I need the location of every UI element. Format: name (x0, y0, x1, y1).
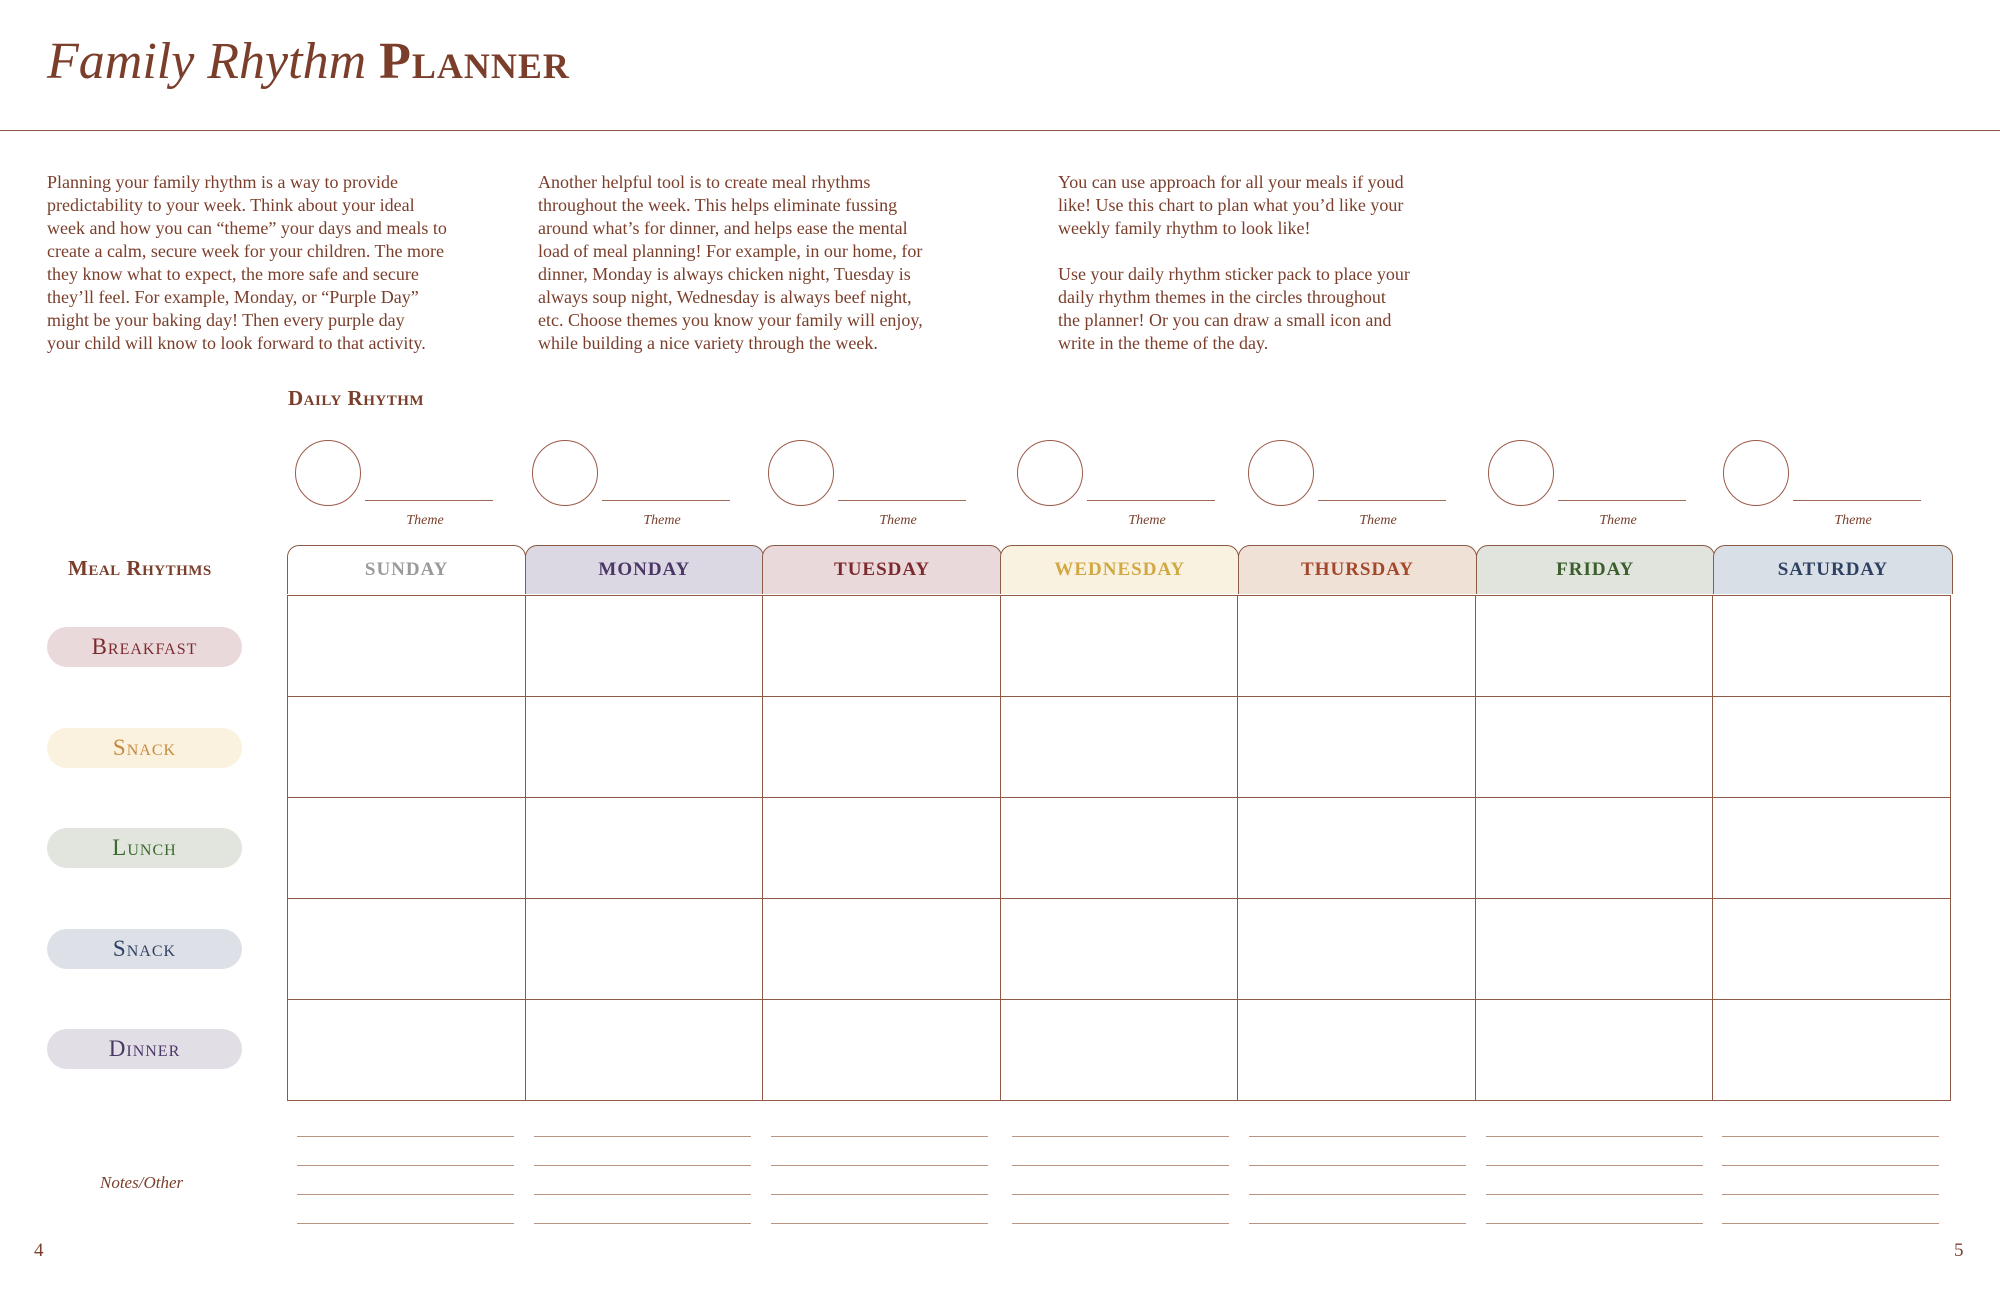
theme-caption: Theme (879, 513, 917, 528)
notes-line[interactable] (1486, 1136, 1703, 1137)
notes-label: Notes/Other (100, 1173, 184, 1192)
day-header-wednesday: WEDNESDAY (1000, 545, 1239, 594)
theme-slot-6[interactable] (1488, 440, 1708, 530)
planner-cell[interactable] (288, 596, 526, 697)
notes-line[interactable] (1722, 1223, 1939, 1224)
notes-column-7[interactable] (1722, 1136, 1939, 1252)
intro-paragraph-1: Planning your family rhythm is a way to provide predictability to your week. Think about your ideal week and how you can “theme” your days and meals to create a calm, secure week for your children. The more they know what to expect, the more safe and secure they’ll feel. For example, Monday, or “Purple Day” might be your baking day! Then every purple day your child will know to look forward to that activity. (47, 172, 447, 353)
page-number-right: 5 (1954, 1240, 1964, 1261)
notes-line[interactable] (1012, 1165, 1229, 1166)
theme-caption: Theme (1128, 513, 1166, 528)
meal-label-breakfast: Breakfast (47, 627, 242, 667)
theme-write-line[interactable] (1558, 500, 1686, 501)
planner-cell[interactable] (1713, 899, 1951, 1000)
theme-caption: Theme (1834, 513, 1872, 528)
daily-rhythm-label: Daily Rhythm (288, 386, 425, 410)
notes-line[interactable] (1722, 1194, 1939, 1195)
intro-paragraph-3: You can use approach for all your meals if youd like! Use this chart to plan what you’d like your weekly family rhythm to look like! Use your daily rhythm sticker pack to place your daily rhythm themes in the circles throughout the planner! Or you can draw a small icon and write in the theme of the day. (1058, 172, 1410, 353)
day-header-monday: MONDAY (525, 545, 764, 594)
theme-slot-4[interactable] (1017, 440, 1237, 530)
notes-line[interactable] (771, 1165, 988, 1166)
day-header-friday: FRIDAY (1476, 545, 1715, 594)
page-title (47, 32, 570, 91)
notes-line[interactable] (1249, 1165, 1466, 1166)
day-header-sunday: SUNDAY (287, 545, 526, 594)
planner-cell[interactable] (1713, 798, 1951, 899)
notes-line[interactable] (1722, 1136, 1939, 1137)
notes-line[interactable] (1486, 1194, 1703, 1195)
notes-column-4[interactable] (1012, 1136, 1229, 1252)
day-header-saturday: SATURDAY (1713, 545, 1952, 594)
theme-circle[interactable] (1248, 440, 1314, 506)
theme-write-line[interactable] (1793, 500, 1921, 501)
notes-column-5[interactable] (1249, 1136, 1466, 1252)
notes-column-1[interactable] (297, 1136, 514, 1252)
notes-line[interactable] (1249, 1136, 1466, 1137)
notes-line[interactable] (534, 1165, 751, 1166)
planner-cell[interactable] (1001, 899, 1239, 1000)
planner-cell[interactable] (288, 899, 526, 1000)
day-headers (287, 545, 1951, 595)
planner-cells (287, 595, 1951, 1101)
notes-line[interactable] (534, 1136, 751, 1137)
planner-cell[interactable] (526, 697, 764, 798)
notes-column-6[interactable] (1486, 1136, 1703, 1252)
planner-cell[interactable] (1713, 697, 1951, 798)
theme-write-line[interactable] (365, 500, 493, 501)
planner-cell[interactable] (526, 596, 764, 697)
planner-cell[interactable] (1001, 596, 1239, 697)
day-header-tuesday: TUESDAY (762, 545, 1001, 594)
planner-cell[interactable] (1238, 798, 1476, 899)
notes-line[interactable] (1722, 1165, 1939, 1166)
theme-circle[interactable] (295, 440, 361, 506)
planner-cell[interactable] (1476, 596, 1714, 697)
notes-line[interactable] (1249, 1223, 1466, 1224)
planner-cell[interactable] (288, 798, 526, 899)
notes-line[interactable] (297, 1194, 514, 1195)
theme-circle[interactable] (768, 440, 834, 506)
meal-label-snack: Snack (47, 929, 242, 969)
planner-cell[interactable] (526, 1000, 764, 1101)
planner-cell[interactable] (1001, 1000, 1239, 1101)
theme-caption: Theme (1599, 513, 1637, 528)
planner-cell[interactable] (1476, 798, 1714, 899)
meal-planner-grid (287, 545, 1951, 1101)
planner-cell[interactable] (1238, 899, 1476, 1000)
planner-cell[interactable] (1238, 697, 1476, 798)
planner-cell[interactable] (1476, 697, 1714, 798)
notes-line[interactable] (771, 1194, 988, 1195)
notes-column-3[interactable] (771, 1136, 988, 1252)
planner-cell[interactable] (763, 899, 1001, 1000)
intro-paragraph-2: Another helpful tool is to create meal rhythms throughout the week. This helps eliminate fussing around what’s for dinner, and helps ease the mental load of meal planning! For example, in our home, for dinner, Monday is always chicken night, Tuesday is always soup night, Wednesday is always beef night, etc. Choose themes you know your family will enjoy, while building a nice variety through the week. (538, 172, 923, 353)
notes-line[interactable] (1486, 1165, 1703, 1166)
theme-write-line[interactable] (1318, 500, 1446, 501)
theme-caption: Theme (643, 513, 681, 528)
planner-cell[interactable] (763, 697, 1001, 798)
meal-label-lunch: Lunch (47, 828, 242, 868)
page-number-left: 4 (34, 1240, 44, 1261)
theme-caption: Theme (406, 513, 444, 528)
theme-write-line[interactable] (838, 500, 966, 501)
notes-line[interactable] (297, 1223, 514, 1224)
theme-write-line[interactable] (1087, 500, 1215, 501)
planner-cell[interactable] (763, 596, 1001, 697)
theme-caption: Theme (1359, 513, 1397, 528)
theme-write-line[interactable] (602, 500, 730, 501)
theme-circle[interactable] (1488, 440, 1554, 506)
meal-label-snack: Snack (47, 728, 242, 768)
header-divider (0, 130, 2000, 131)
theme-slot-3[interactable] (768, 440, 988, 530)
meal-rhythms-label: Meal Rhythms (68, 556, 212, 580)
theme-circle[interactable] (532, 440, 598, 506)
theme-slot-7[interactable] (1723, 440, 1943, 530)
notes-line[interactable] (1012, 1223, 1229, 1224)
planner-cell[interactable] (1476, 899, 1714, 1000)
notes-line[interactable] (1012, 1136, 1229, 1137)
theme-circle[interactable] (1723, 440, 1789, 506)
planner-cell[interactable] (1001, 798, 1239, 899)
notes-line[interactable] (771, 1223, 988, 1224)
planner-cell[interactable] (1713, 596, 1951, 697)
planner-cell[interactable] (1476, 1000, 1714, 1101)
planner-cell[interactable] (526, 798, 764, 899)
planner-cell[interactable] (1238, 1000, 1476, 1101)
notes-line[interactable] (534, 1223, 751, 1224)
theme-slot-1[interactable] (295, 440, 515, 530)
theme-slot-5[interactable] (1248, 440, 1468, 530)
planner-cell[interactable] (763, 1000, 1001, 1101)
day-header-thursday: THURSDAY (1238, 545, 1477, 594)
meal-label-dinner: Dinner (47, 1029, 242, 1069)
planner-cell[interactable] (288, 697, 526, 798)
title-script: Family Rhythm (47, 33, 367, 90)
notes-line[interactable] (297, 1136, 514, 1137)
notes-line[interactable] (534, 1194, 751, 1195)
theme-slot-2[interactable] (532, 440, 752, 530)
notes-line[interactable] (1012, 1194, 1229, 1195)
notes-line[interactable] (1249, 1194, 1466, 1195)
title-caps: Planner (379, 33, 570, 90)
planner-cell[interactable] (288, 1000, 526, 1101)
notes-column-2[interactable] (534, 1136, 751, 1252)
notes-line[interactable] (771, 1136, 988, 1137)
planner-cell[interactable] (526, 899, 764, 1000)
notes-line[interactable] (297, 1165, 514, 1166)
planner-cell[interactable] (1238, 596, 1476, 697)
planner-cell[interactable] (1001, 697, 1239, 798)
theme-circle[interactable] (1017, 440, 1083, 506)
planner-cell[interactable] (763, 798, 1001, 899)
planner-cell[interactable] (1713, 1000, 1951, 1101)
notes-line[interactable] (1486, 1223, 1703, 1224)
